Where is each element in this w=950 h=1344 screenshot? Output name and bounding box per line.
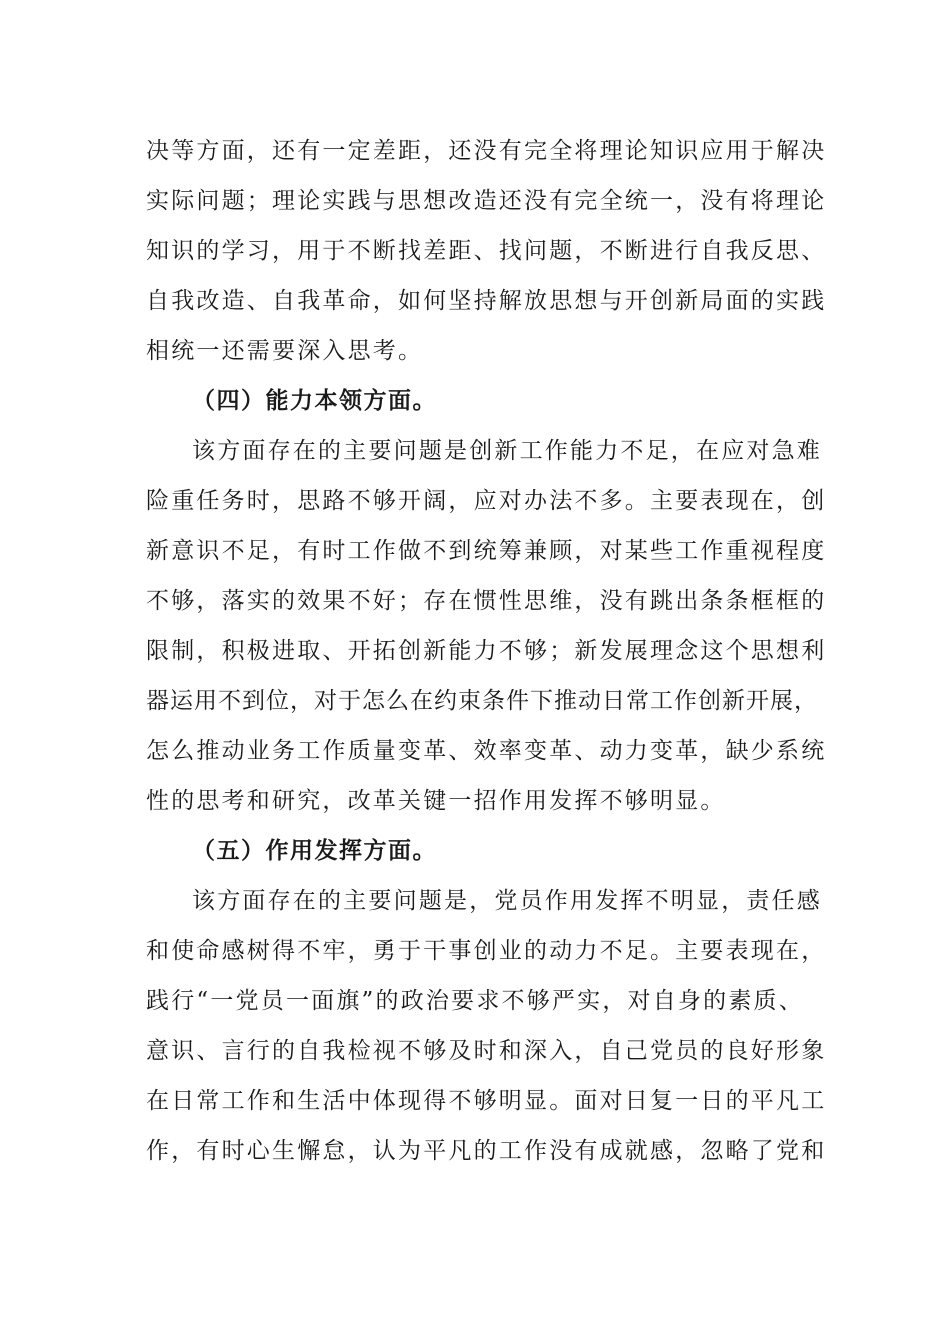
paragraph-2-line-7: 怎么推动业务工作质量变革、效率变革、动力变革，缺少系统 xyxy=(146,738,827,764)
paragraph-1-line-3: 知识的学习，用于不断找差距、找问题，不断进行自我反思、 xyxy=(146,238,827,264)
section-heading-5: （五）作用发挥方面。 xyxy=(192,838,437,864)
paragraph-1-line-1: 决等方面，还有一定差距，还没有完全将理论知识应用于解决 xyxy=(146,138,827,164)
paragraph-2-line-4: 不够，落实的效果不好；存在惯性思维，没有跳出条条框框的 xyxy=(146,588,827,614)
paragraph-2-line-3: 新意识不足，有时工作做不到统筹兼顾，对某些工作重视程度 xyxy=(146,538,827,564)
paragraph-3-line-3: 践行“一党员一面旗”的政治要求不够严实，对自身的素质、 xyxy=(146,988,804,1014)
paragraph-3-line-4: 意识、言行的自我检视不够及时和深入，自己党员的良好形象 xyxy=(146,1038,827,1064)
paragraph-1-line-2: 实际问题；理论实践与思想改造还没有完全统一，没有将理论 xyxy=(146,188,827,214)
paragraph-2-line-2: 险重任务时，思路不够开阔，应对办法不多。主要表现在，创 xyxy=(146,488,827,514)
paragraph-2-line-1: 该方面存在的主要问题是创新工作能力不足，在应对急难 xyxy=(192,438,822,464)
paragraph-2-line-5: 限制，积极进取、开拓创新能力不够；新发展理念这个思想利 xyxy=(146,638,827,664)
paragraph-1-line-4: 自我改造、自我革命，如何坚持解放思想与开创新局面的实践 xyxy=(146,288,827,314)
paragraph-2-line-8: 性的思考和研究，改革关键一招作用发挥不够明显。 xyxy=(146,788,726,814)
paragraph-3-line-5: 在日常工作和生活中体现得不够明显。面对日复一日的平凡工 xyxy=(146,1088,827,1114)
paragraph-3-line-6: 作，有时心生懈怠，认为平凡的工作没有成就感，忽略了党和 xyxy=(146,1138,827,1164)
paragraph-1-line-5: 相统一还需要深入思考。 xyxy=(146,338,424,364)
section-heading-4: （四）能力本领方面。 xyxy=(192,388,437,414)
paragraph-3-line-2: 和使命感树得不牢，勇于干事创业的动力不足。主要表现在， xyxy=(146,938,827,964)
paragraph-2-line-6: 器运用不到位，对于怎么在约束条件下推动日常工作创新开展， xyxy=(146,688,818,714)
paragraph-3-line-1: 该方面存在的主要问题是，党员作用发挥不明显，责任感 xyxy=(192,888,822,914)
